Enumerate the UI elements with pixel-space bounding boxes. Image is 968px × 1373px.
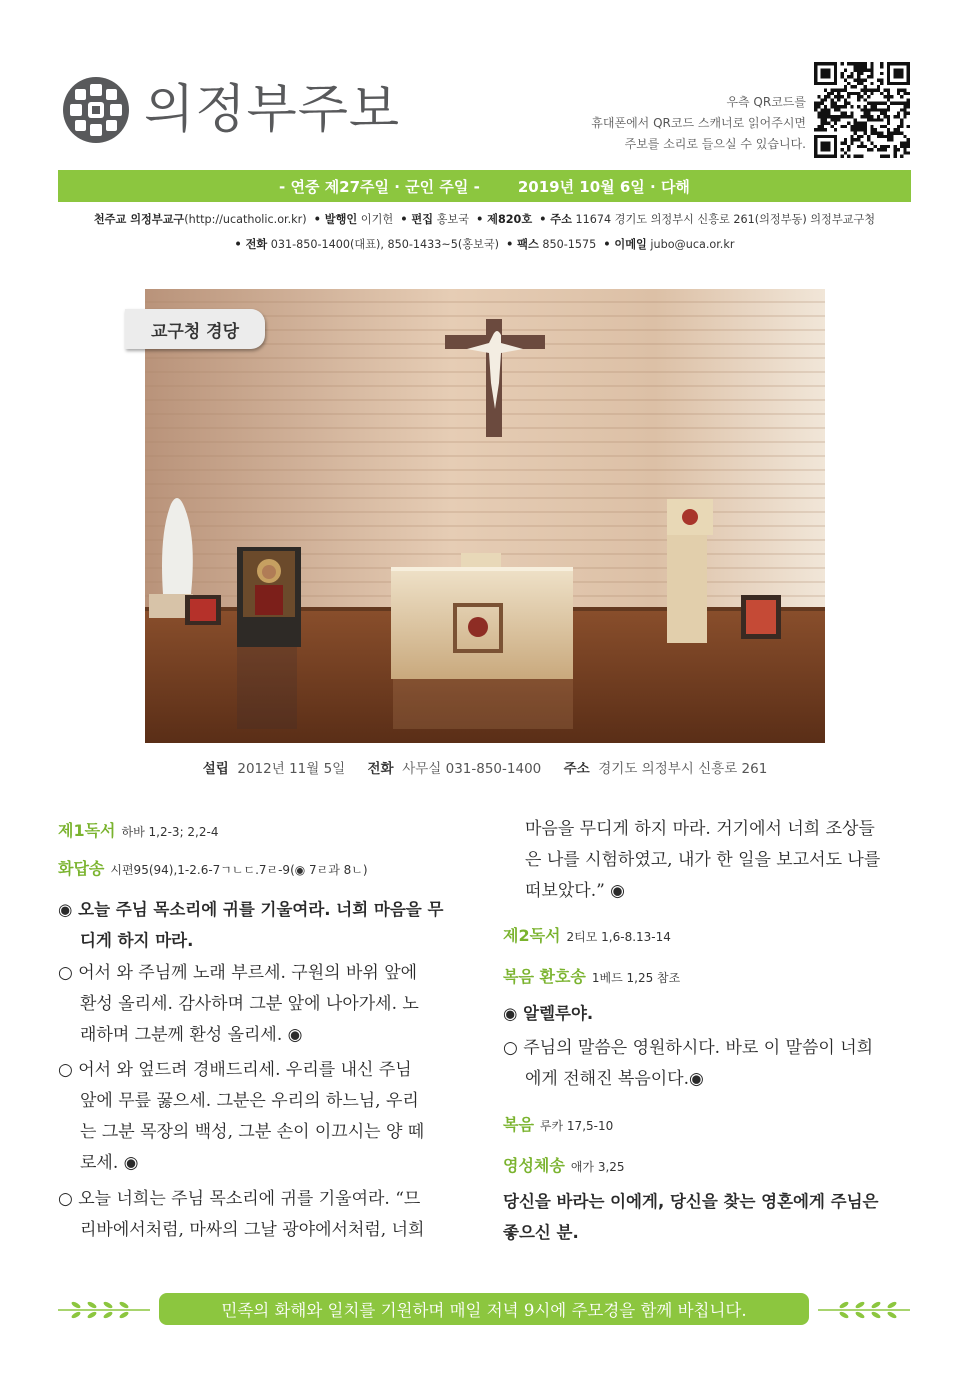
psalm-response	[58, 894, 443, 956]
qr-note-line: 주보를 소리로 들으실 수 있습니다.	[624, 137, 806, 151]
text-line: 환성 올리세. 감사하며 그분 앞에 나아가세. 노	[80, 994, 419, 1014]
publisher-info	[58, 211, 911, 227]
text-line: 래하며 그분께 환성 올리세. ◉	[80, 1025, 303, 1045]
gospel-ref: 루카 17,5-10	[539, 1119, 614, 1133]
chapel-address-label: 주소	[563, 761, 590, 777]
phone: 031-850-1400(대표), 850-1433~5(홍보국)	[270, 238, 499, 251]
photo-caption	[145, 757, 825, 777]
second-reading	[503, 923, 671, 946]
fax: 850-1575	[542, 238, 597, 251]
address-label: • 주소	[539, 213, 572, 226]
gospel	[503, 1112, 613, 1135]
email[interactable]: jubo@uca.or.kr	[650, 238, 735, 251]
chapel-phone: 사무실 031-850-1400	[402, 761, 542, 777]
liturgical-day: - 연중 제27주일 · 군인 주일 -	[279, 177, 480, 196]
first-reading-label: 제1독서	[58, 821, 116, 840]
fax-label: • 팩스	[506, 238, 539, 251]
diocese-url[interactable]: (http://ucatholic.or.kr)	[184, 213, 307, 226]
qr-code-icon	[814, 62, 910, 158]
chapel-address: 경기도 의정부시 신흥로 261	[598, 761, 768, 777]
issue-number: • 제820호	[476, 213, 533, 226]
photo-tag: 교구청 경당	[125, 309, 265, 349]
gospel-label: 복음	[503, 1115, 534, 1134]
issue-date: 2019년 10월 6일 · 다해	[517, 177, 690, 196]
text-line: ○ 어서 와 엎드려 경배드리세. 우리를 내신 주님	[58, 1060, 412, 1080]
communion-label: 영성체송	[503, 1156, 565, 1175]
text-line: 떠보았다.” ◉	[525, 881, 626, 901]
address: 11674 경기도 의정부시 신흥로 261(의정부동) 의정부교구청	[575, 213, 876, 226]
text-line: ◉ 알렐루야.	[503, 1004, 594, 1023]
text-line: 앞에 무릎 꿇으세. 그분은 우리의 하느님, 우리	[80, 1091, 419, 1111]
date-banner	[58, 170, 911, 202]
acclamation-label: 복음 환호송	[503, 967, 586, 986]
text-line: 당신을 바라는 이에게, 당신을 찾는 영혼에게 주님은	[503, 1192, 879, 1211]
psalm-verse-3	[58, 1184, 424, 1246]
newsletter-title: 의정부주보	[144, 80, 401, 140]
founded-label: 설립	[202, 761, 229, 777]
issuer-label: • 발행인	[313, 213, 358, 226]
founded-date: 2012년 11월 5일	[237, 761, 346, 777]
first-reading-ref: 하바 1,2-3; 2,2-4	[121, 825, 219, 839]
psalm-verse-2	[58, 1055, 424, 1179]
text-line: 는 그분 목장의 백성, 그분 손이 이끄시는 양 떼	[80, 1122, 425, 1142]
psalm-verse-3-continued	[503, 814, 880, 907]
diocese-logo-icon	[62, 76, 130, 144]
text-line: 리바에서처럼, 마싸의 그날 광야에서처럼, 너희	[80, 1220, 425, 1240]
first-reading	[58, 818, 218, 841]
email-label: • 이메일	[603, 238, 647, 251]
acclamation-ref: 1베드 1,25 참조	[591, 971, 681, 985]
qr-note-line: 우측 QR코드를	[726, 95, 806, 109]
chapel-phone-label: 전화	[367, 761, 394, 777]
text-line: 좋으신 분.	[503, 1223, 579, 1242]
psalm-ref: 시편95(94),1-2.6-7ㄱㄴㄷ.7ㄹ-9(◉ 7ㄹ과 8ㄴ)	[110, 863, 368, 877]
diocese-label: 천주교 의정부교구	[93, 213, 185, 226]
text-line: 로세. ◉	[80, 1153, 139, 1173]
alleluia	[503, 998, 593, 1029]
text-line: ○ 오늘 너희는 주님 목소리에 귀를 기울여라. “므	[58, 1189, 421, 1209]
text-line: 디게 하지 마라.	[80, 931, 194, 950]
gospel-acclamation	[503, 964, 680, 987]
footer-prayer-banner: 민족의 화해와 일치를 기원하며 매일 저녁 9시에 주모경을 함께 바칩니다.	[159, 1293, 809, 1325]
text-line: 은 나를 시험하였고, 내가 한 일을 보고서도 나를	[525, 850, 881, 870]
vine-ornament-left-icon	[58, 1300, 150, 1320]
vine-ornament-right-icon	[818, 1300, 910, 1320]
qr-note-line: 휴대폰에서 QR코드 스캐너로 읽어주시면	[591, 116, 806, 130]
acclamation-verse	[503, 1033, 873, 1095]
text-line: ◉ 오늘 주님 목소리에 귀를 기울여라. 너희 마음을 무	[58, 900, 444, 919]
editor-label: • 편집	[400, 213, 434, 226]
psalm-verse-1	[58, 958, 419, 1051]
qr-note	[591, 92, 806, 155]
text-line: ○ 주님의 말씀은 영원하시다. 바로 이 말씀이 너희	[503, 1038, 874, 1058]
phone-label: • 전화	[234, 238, 268, 251]
communion-antiphon	[503, 1153, 625, 1176]
communion-ref: 애가 3,25	[570, 1160, 625, 1174]
contact-info	[58, 236, 911, 252]
text-line: ○ 어서 와 주님께 노래 부르세. 구원의 바위 앞에	[58, 963, 418, 983]
communion-text	[503, 1186, 878, 1248]
psalm	[58, 856, 368, 879]
second-reading-ref: 2티모 1,6-8.13-14	[566, 930, 671, 944]
second-reading-label: 제2독서	[503, 926, 561, 945]
text-line: 마음을 무디게 하지 마라. 거기에서 너희 조상들	[525, 819, 875, 839]
issuer: 이기헌	[360, 213, 394, 226]
psalm-label: 화답송	[58, 859, 105, 878]
text-line: 에게 전해진 복음이다.◉	[525, 1069, 704, 1089]
editor: 홍보국	[436, 213, 469, 226]
chapel-photo	[145, 289, 825, 743]
